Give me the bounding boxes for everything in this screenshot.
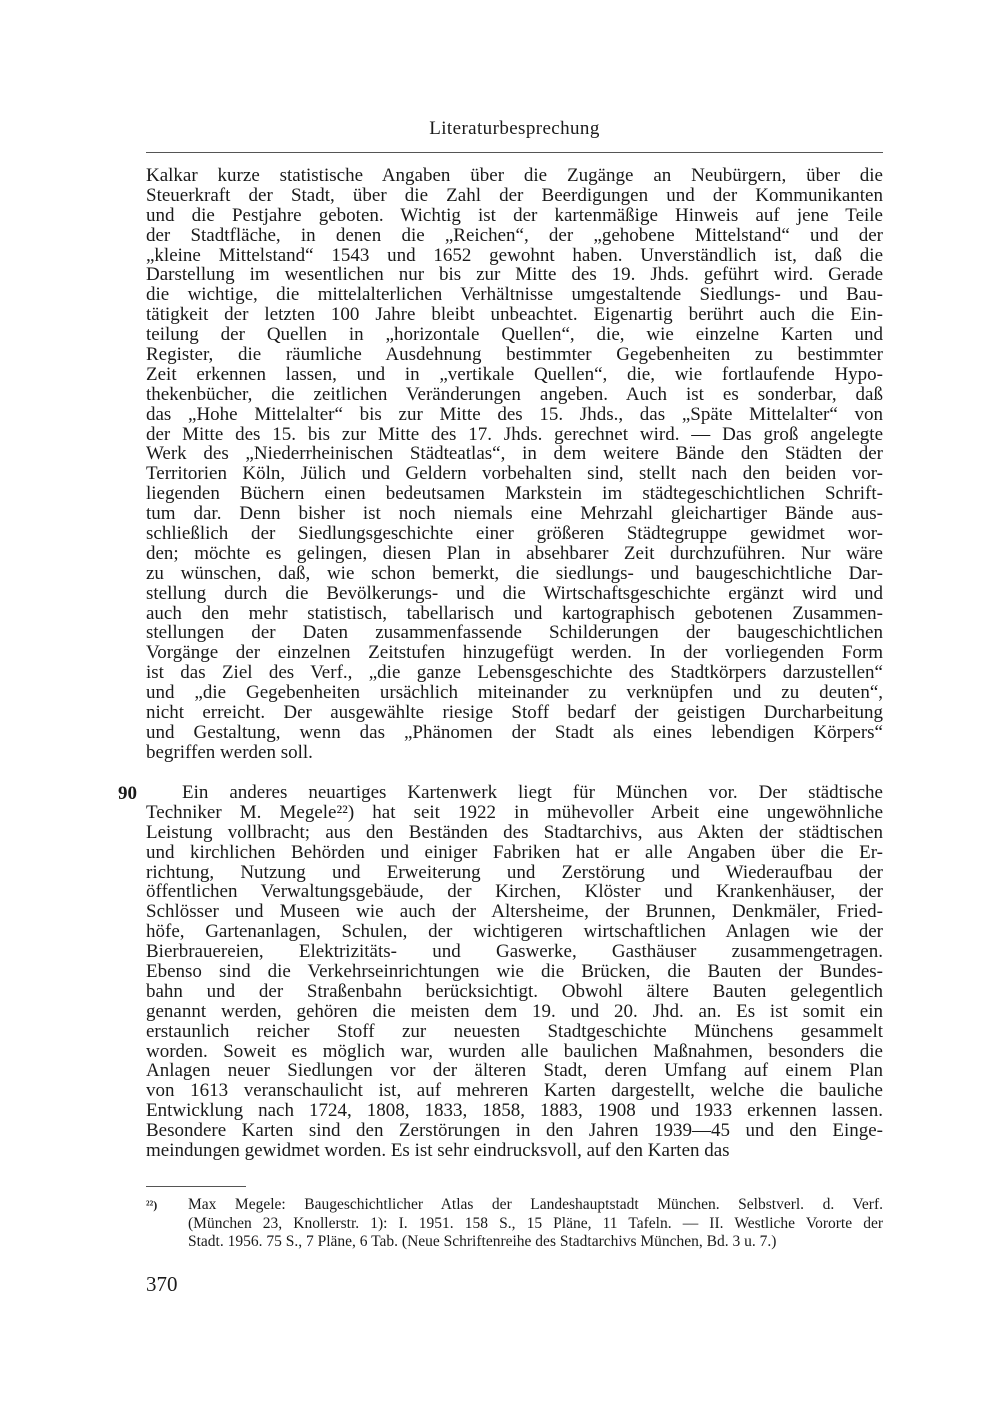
text-line: schließlich der Siedlungsgeschichte einer größeren Städtegruppe gewidmet wor- (146, 523, 883, 545)
text-line: der Mitte des 15. bis zur Mitte des 17. Jhds. gerechnet wird. — Das groß angelegte (146, 423, 883, 445)
text-line: Vorgänge der einzelnen Zeitstufen hinzugefügt werden. In der vorliegenden Form (146, 642, 883, 664)
text-line: Kalkar kurze statistische Angaben über die Zugänge an Neubürgern, über die (146, 165, 883, 186)
text-line: (München 23, Knollerstr. 1): I. 1951. 158 S., 15 Pläne, 11 Tafeln. — II. Westliche Vororte der (188, 1214, 883, 1232)
text-line: nicht erreicht. Der ausgewählte riesige Stoff bedarf der geistigen Durcharbeitung (146, 702, 883, 724)
header-rule (146, 152, 883, 153)
text-line: Zeit erkennen lassen, und in „vertikale Quellen“, die, wie fortlaufende Hypo- (146, 363, 883, 385)
text-line: teilung der Quellen in „horizontale Quellen“, die, wie einzelne Karten und (146, 324, 883, 346)
margin-number: 90 (118, 783, 137, 804)
text-line: worden. Soweit es möglich war, wurden alle baulichen Maßnahmen, besonders die (146, 1040, 883, 1062)
text-line: bahn und der Straßenbahn berücksichtigt. Obwohl ältere Bauten gelegentlich (146, 980, 883, 1002)
text-line: meindungen gewidmet worden. Es ist sehr eindrucksvoll, auf den Karten das (146, 1140, 730, 1162)
text-line: Ebenso sind die Verkehrseinrichtungen wie die Brücken, die Bauten der Bundes- (146, 961, 883, 983)
paragraph-1 (146, 166, 883, 763)
text-line: tätigkeit der letzten 100 Jahre bleibt unbeachtet. Eigenartig berührt auch die Ein- (146, 304, 883, 326)
text-line: und Gestaltung, wenn das „Phänomen der Stadt als eines lebendigen Körpers“ (146, 721, 883, 743)
text-line: die wichtige, die mittelalterlichen Verhältnisse umgestaltende Siedlungs- und Bau- (146, 284, 883, 306)
text-line: ist das Ziel des Verf., „die ganze Lebensgeschichte des Stadtkörpers darzustellen“ (146, 662, 883, 684)
text-line: Darstellung im wesentlichen nur bis zur Mitte des 19. Jhds. geführt wird. Gerade (146, 264, 883, 286)
text-line: zu wünschen, daß, wie schon bemerkt, die siedlungs- und baugeschichtliche Dar- (146, 562, 883, 584)
text-line: Werk des „Niederrheinischen Städteatlas“, in dem weitere Bände den Städten der (146, 443, 883, 465)
text-line: Register, die räumliche Ausdehnung bestimmter Gegebenheiten zu bestimmter (146, 344, 883, 366)
text-line: stellungen der Daten zusammenfassende Schilderungen der baugeschichtlichen (146, 622, 883, 644)
text-line: begriffen werden soll. (146, 741, 313, 763)
text-line: richtung, Nutzung und Erweiterung und Zerstörung und Wiederaufbau der (146, 861, 883, 883)
text-line: Entwicklung nach 1724, 1808, 1833, 1858, 1883, 1908 und 1933 erkennen lassen. (146, 1100, 883, 1122)
footnote-text (188, 1196, 883, 1252)
text-line: Ein anderes neuartiges Kartenwerk liegt für München vor. Der städtische (182, 782, 883, 803)
text-line: stellung durch die Bevölkerungs- und die Wirtschaftsgeschichte ergänzt wird und (146, 582, 883, 604)
text-line: Leistung vollbracht; aus den Beständen des Stadtarchivs, aus Akten der städtischen (146, 821, 883, 843)
text-line: den; möchte es gelingen, diesen Plan in absehbarer Zeit durchzuführen. Nur wäre (146, 542, 883, 564)
text-line: Anlagen neuer Siedlungen vor der älteren Stadt, deren Umfang auf einem Plan (146, 1060, 883, 1082)
text-line: auch den mehr statistisch, tabellarisch und kartographisch gebotenen Zusammen- (146, 602, 883, 624)
text-line: Schlösser und Museen wie auch der Altersheime, der Brunnen, Denkmäler, Fried- (146, 901, 883, 923)
text-line: tum dar. Denn bisher ist noch niemals eine Mehrzahl gleichartiger Bände aus- (146, 503, 883, 525)
running-header: Literaturbesprechung (429, 118, 600, 139)
footnote (146, 1196, 883, 1252)
text-line: Steuerkraft der Stadt, über die Zahl der Beerdigungen und der Kommunikanten (146, 184, 883, 206)
text-line: Besondere Karten sind den Zerstörungen in den Jahren 1939—45 und den Einge- (146, 1120, 883, 1142)
text-line: und kirchlichen Behörden und einiger Fabriken hat er alle Angaben über die Er- (146, 841, 883, 863)
text-line: das „Hohe Mittelalter“ bis zur Mitte des 15. Jhds., das „Späte Mittelalter“ von (146, 403, 883, 425)
text-line: und die Pestjahre geboten. Wichtig ist der kartenmäßige Hinweis auf jene Teile (146, 204, 883, 226)
text-line: Bierbrauereien, Elektrizitäts- und Gaswerke, Gasthäuser zusammengetragen. (146, 941, 883, 963)
text-line: erstaunlich reicher Stoff zur neuesten Stadtgeschichte Münchens gesammelt (146, 1020, 883, 1042)
text-line: „kleine Mittelstand“ 1543 und 1652 gewohnt haben. Unverständlich ist, daß die (146, 244, 883, 266)
text-line: Stadt. 1956. 75 S., 7 Pläne, 6 Tab. (Neue Schriftenreihe des Stadtarchivs München, Bd. 3 u. 7.) (188, 1233, 777, 1250)
text-line: genannt werden, gehören die meisten dem 19. und 20. Jhd. an. Es ist somit ein (146, 1000, 883, 1022)
footnote-rule (146, 1186, 246, 1187)
text-line: thekenbücher, die zeitlichen Veränderungen angeben. Auch ist es sonderbar, daß (146, 383, 883, 405)
text-line: öffentlichen Verwaltungsgebäude, der Kirchen, Klöster und Krankenhäuser, der (146, 881, 883, 903)
text-line: Techniker M. Megele²²) hat seit 1922 in mühevoller Arbeit eine ungewöhnliche (146, 801, 883, 823)
text-line: liegenden Büchern einen bedeutsamen Markstein im städtegeschichtlichen Schrift- (146, 483, 883, 505)
text-line: höfe, Gartenanlagen, Schulen, der wichtigeren wirtschaftlichen Anlagen wie der (146, 921, 883, 943)
text-line: der Stadtfläche, in denen die „Reichen“, der „gehobene Mittelstand“ und der (146, 224, 883, 246)
text-line: Territorien Köln, Jülich und Geldern vorbehalten sind, stellt nach den beiden vor- (146, 463, 883, 485)
text-line: von 1613 veranschaulicht ist, auf mehreren Karten dargestellt, welche die bauliche (146, 1080, 883, 1102)
text-line: Max Megele: Baugeschichtlicher Atlas der Landeshauptstadt München. Selbstverl. d. Verf. (188, 1196, 883, 1213)
text-line: und „die Gegebenheiten ursächlich miteinander zu verknüpfen und zu deuten“, (146, 682, 883, 704)
page-number: 370 (146, 1272, 178, 1296)
footnote-mark: ²²) (146, 1198, 158, 1212)
paragraph-2 (146, 783, 883, 1161)
